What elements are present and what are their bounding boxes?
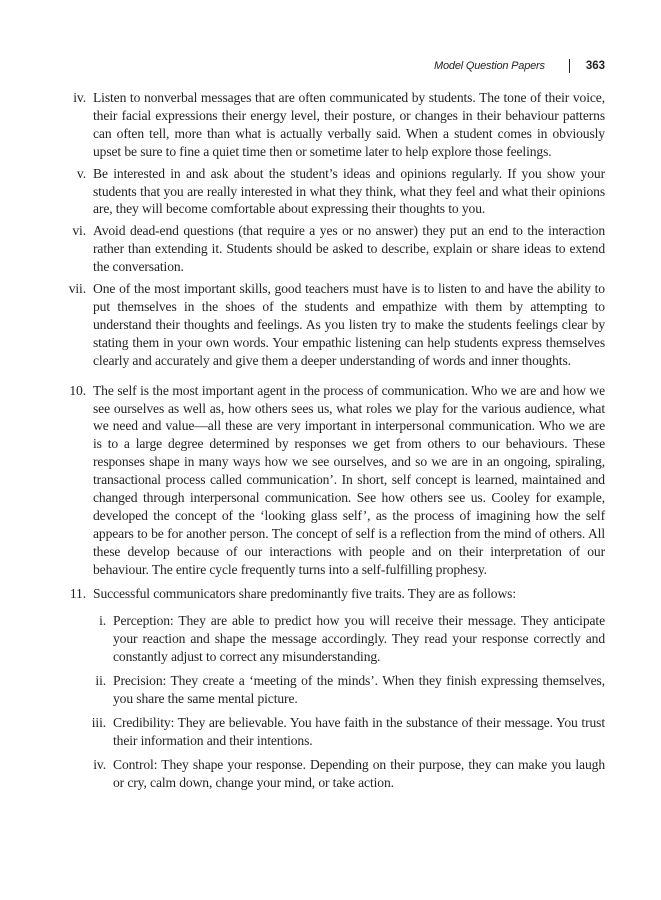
- list-item-vii: [56, 280, 605, 370]
- answer-10: [56, 382, 605, 579]
- trait-item-credibility: [72, 714, 605, 750]
- list-item-text: Perception: They are able to predict how you will receive their message. They anticipate your reaction and shape the message accordingly. They read your response correctly and constantly adjust to correct any misunderstanding.: [113, 613, 605, 665]
- list-marker: iv.: [73, 90, 86, 105]
- page-number: 363: [585, 60, 605, 72]
- running-title: Model Question Papers: [434, 60, 545, 72]
- list-item-vi: [56, 222, 605, 276]
- list-item-text: One of the most important skills, good teachers must have is to listen to and have the ability to put themselves in the shoes of the students and empathize with them by attempting to understand their thoughts and feelings. As you listen try to make the students feelings clear by stating them in your own words. Your empathic listening can help students express themselves clearly and accurately and give them a deeper understanding of words and inner thoughts.: [93, 281, 605, 368]
- list-marker: i.: [99, 613, 106, 629]
- list-marker: v.: [76, 165, 86, 181]
- list-item-text: Avoid dead-end questions (that require a yes or no answer) they put an end to the interaction rather than extending it. Students should be asked to describe, explain or share ideas to extend the conversation.: [93, 223, 605, 275]
- answer-text: Successful communicators share predominantly five traits. They are as follows:: [93, 585, 517, 601]
- list-marker: ii.: [95, 673, 106, 689]
- list-marker: iii.: [91, 715, 106, 730]
- trait-item-precision: [72, 672, 605, 708]
- running-header: [434, 59, 605, 73]
- list-marker: iv.: [93, 756, 106, 772]
- list-item-text: Control: They shape your response. Depending on their purpose, they can make you laugh or cry, calm down, change your mind, or take action.: [113, 756, 605, 790]
- list-marker: vi.: [72, 223, 86, 239]
- answer-text: The self is the most important agent in the process of communication. Who we are and how we see ourselves as well as, how others sees us, what roles we play for the various audience, what we need and value—all these are very important in interpersonal communication. Who we are is to a large degree determined by responses we get from others to our behaviours. These responses shape in many ways how we see ourselves, and so we are in an ongoing, spiraling, transactional process called communication’. In short, self concept is learned, maintained and changed through interpersonal communication. See how others see us. Cooley for example, developed the concept of the ‘looking glass self’, as the process of imagining how the self appears to be for another person. The concept of self is a reflection from the mind of others. All these develop because of our interactions with people and on their interpretation of our behaviour. The entire cycle frequently turns into a self-fulfilling prophesy.: [93, 382, 605, 577]
- list-item-text: Listen to nonverbal messages that are often communicated by students. The tone of their voice, their facial expressions their energy level, their posture, or changes in their behaviour patterns can often tell, more than what is actually verbally said. When a student comes in obviously upset be sure to fine a quiet time then or sometime later to help explore those feelings.: [93, 90, 605, 159]
- list-item-text: Be interested in and ask about the student’s ideas and opinions regularly. If you show your students that you are really interested in what they think, what they feel and what their opinions are, they will become comfortable about expressing their thoughts to you.: [93, 165, 605, 217]
- list-item-text: Credibility: They are believable. You have faith in the substance of their message. You trust their information and their intentions.: [113, 715, 605, 748]
- answer-11: [56, 585, 605, 603]
- header-separator: [569, 59, 570, 73]
- trait-item-control: [72, 756, 605, 792]
- trait-item-perception: [72, 612, 605, 666]
- page-body: [56, 89, 605, 792]
- list-marker: vii.: [68, 281, 86, 297]
- list-item-iv: [56, 89, 605, 161]
- list-item-text: Precision: They create a ‘meeting of the minds’. When they finish expressing themselves, you share the same mental picture.: [113, 673, 605, 707]
- list-item-v: [56, 165, 605, 219]
- answer-number: 10.: [69, 382, 86, 398]
- answer-number: 11.: [69, 585, 86, 601]
